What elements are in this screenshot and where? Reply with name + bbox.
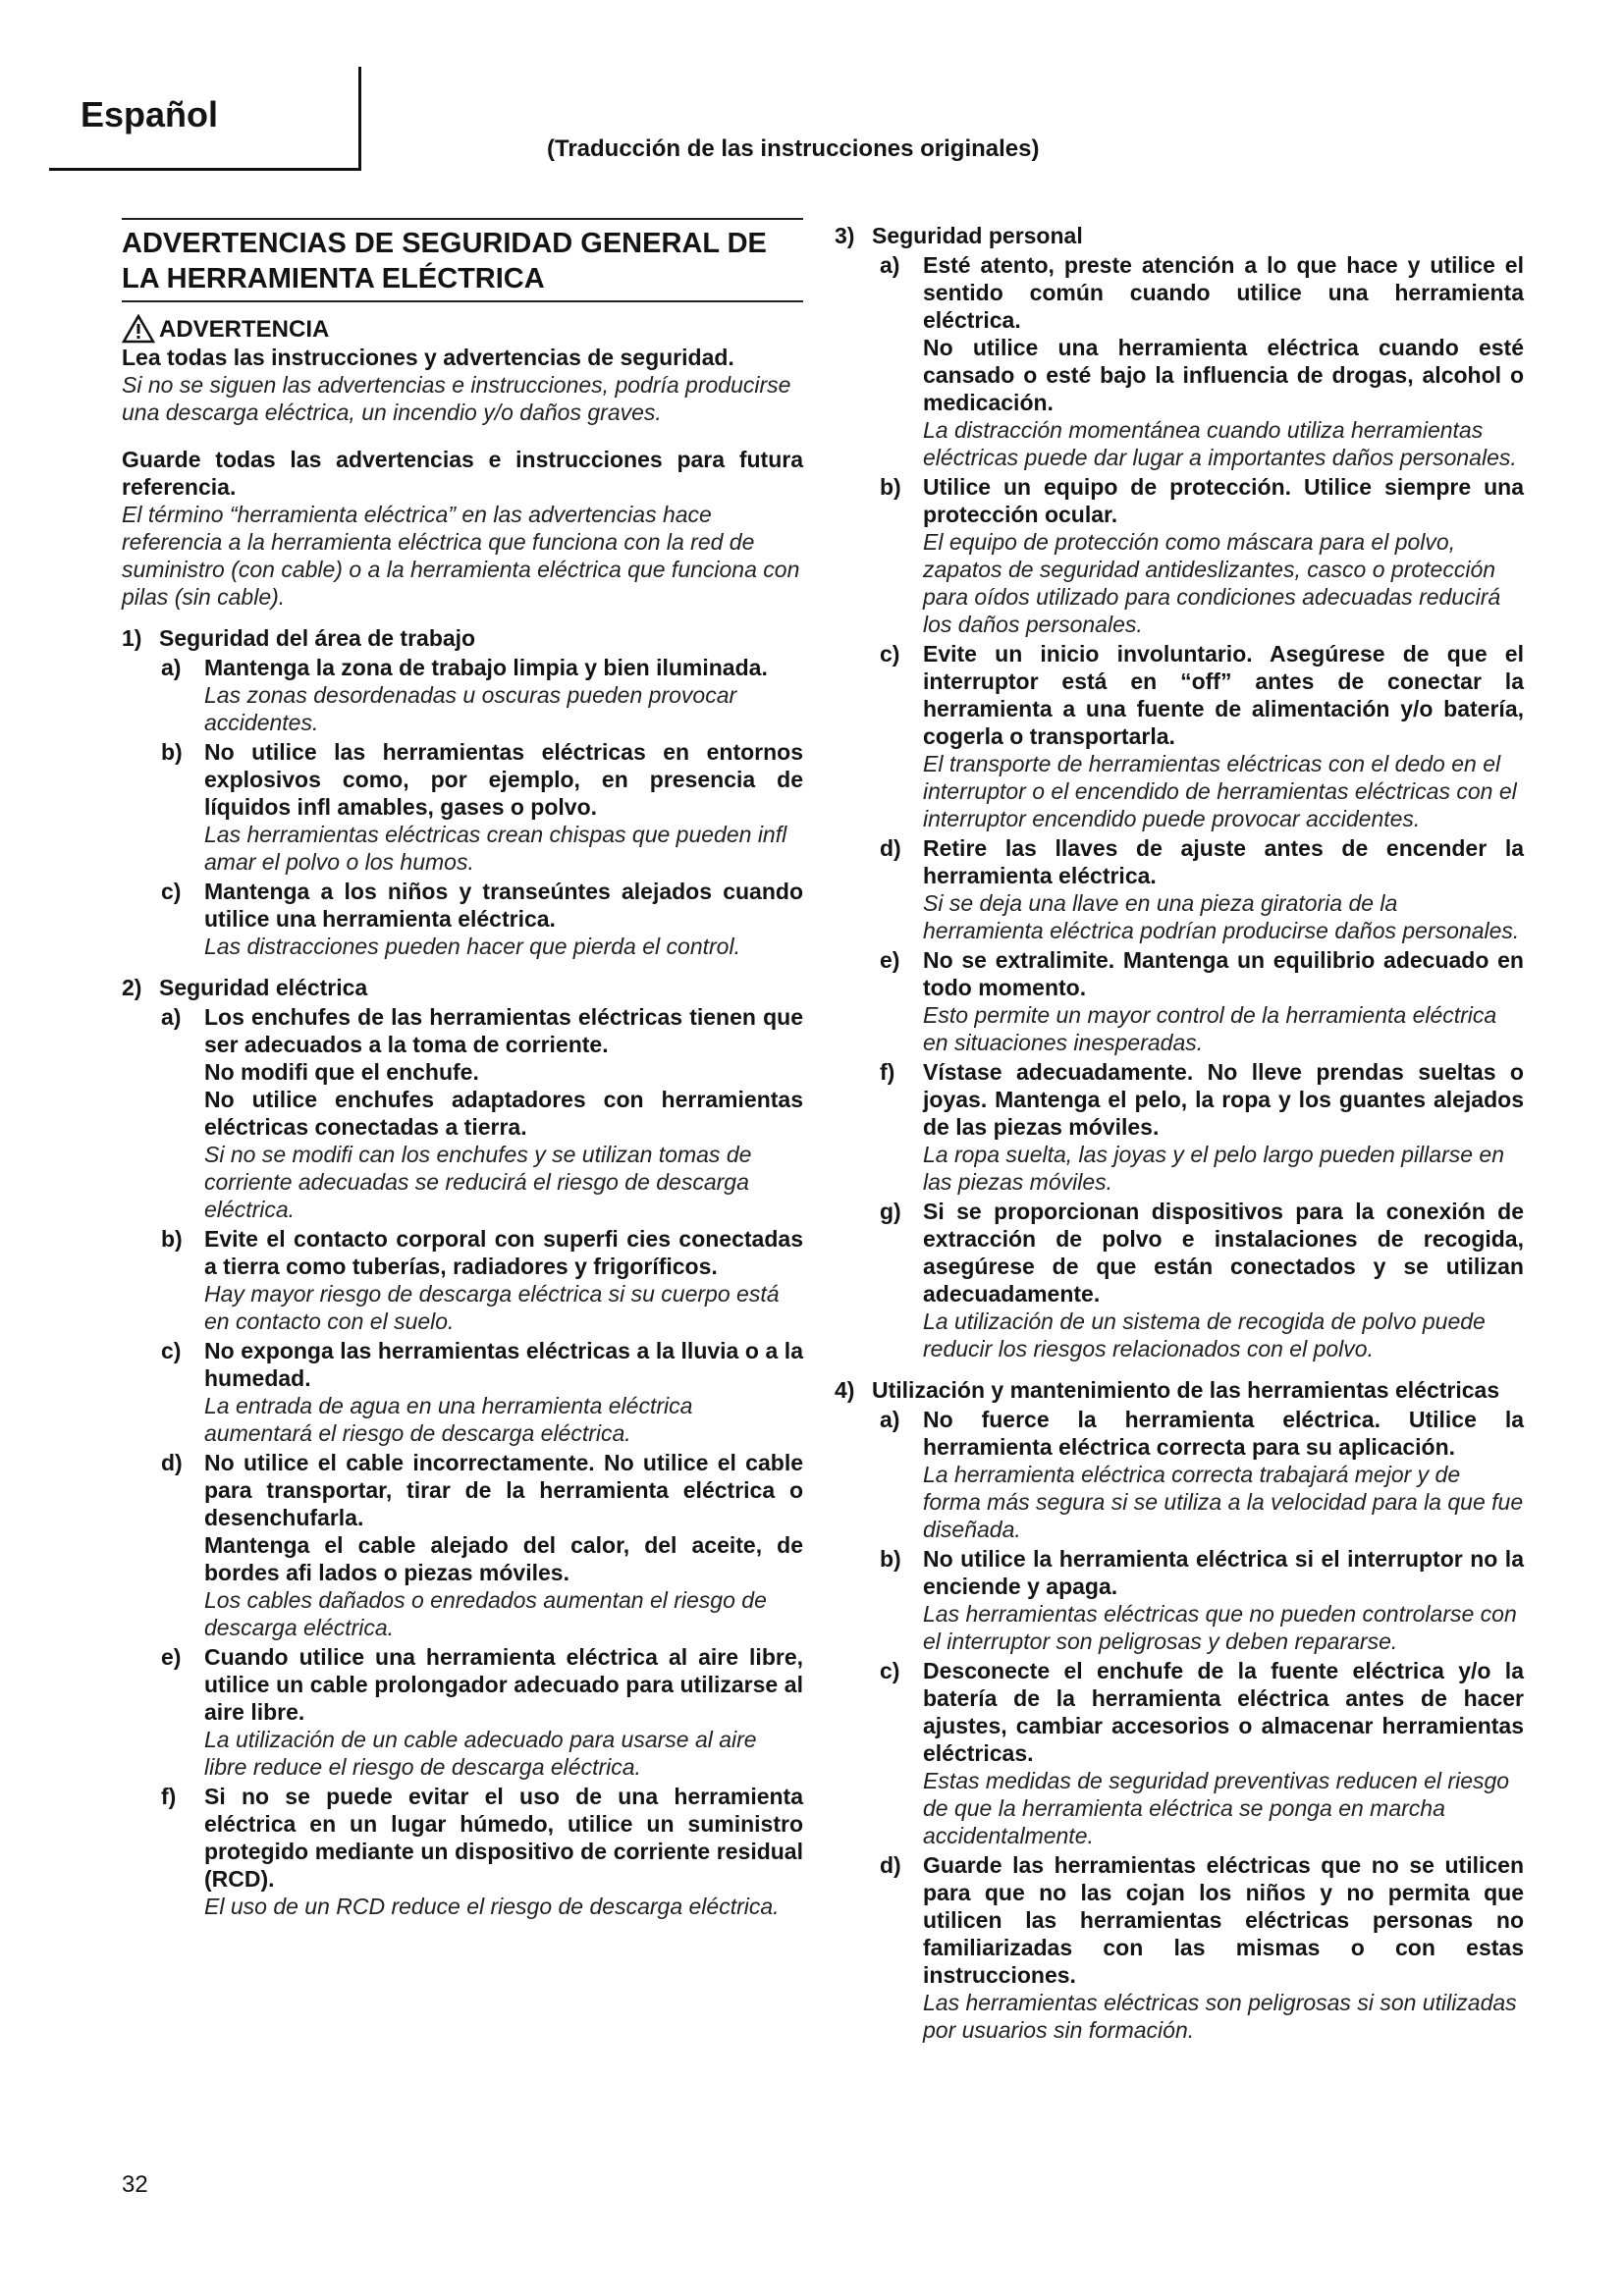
item-bold: No exponga las herramientas eléctricas a la lluvia o a la humedad.: [204, 1338, 803, 1391]
item-letter: a): [161, 1004, 182, 1030]
item-italic: Las herramientas eléctricas son peligrosas si son utilizadas por usuarios sin formación.: [923, 1990, 1517, 2043]
language-label: Español: [81, 94, 219, 134]
item-3d: [880, 834, 1524, 944]
item-italic: Si no se modifi can los enchufes y se utilizan tomas de corriente adecuadas se reducirá el riesgo de descarga eléctrica.: [204, 1142, 752, 1222]
item-italic: La entrada de agua en una herramienta eléctrica aumentará el riesgo de descarga eléctrica.: [204, 1393, 693, 1446]
item-4b: [880, 1545, 1524, 1655]
section-number: 1): [122, 625, 142, 651]
item-letter: d): [880, 1852, 901, 1878]
item-italic: El equipo de protección como máscara para el polvo, zapatos de seguridad antideslizantes, casco o protección para oídos utilizado para condiciones adecuadas reducirá los daños personales.: [923, 529, 1501, 637]
item-2a: [161, 1003, 803, 1223]
item-1b: [161, 738, 803, 876]
item-3g: [880, 1198, 1524, 1362]
keep-italic: El término “herramienta eléctrica” en las advertencias hace referencia a la herramienta eléctrica que funciona con la red de suministro (con cable) o a la herramienta eléctrica que funciona con pilas (sin cable).: [122, 502, 800, 610]
item-letter: f): [880, 1059, 895, 1085]
item-italic: La herramienta eléctrica correcta trabajará mejor y de forma más segura si se utiliza a la velocidad para la que fue diseñada.: [923, 1462, 1524, 1542]
item-bold: Vístase adecuadamente. No lleve prendas sueltas o joyas. Mantenga el pelo, la ropa y los guantes alejados de las piezas móviles.: [923, 1059, 1524, 1140]
item-letter: b): [161, 1226, 183, 1252]
item-italic: La ropa suelta, las joyas y el pelo largo pueden pillarse en las piezas móviles.: [923, 1142, 1504, 1195]
item-bold: No utilice una herramienta eléctrica cuando esté cansado o esté bajo la influencia de drogas, alcohol o medicación.: [923, 335, 1524, 415]
item-letter: c): [880, 641, 900, 667]
right-column: [835, 218, 1524, 2044]
item-1c: [161, 878, 803, 960]
item-italic: La utilización de un cable adecuado para usarse al aire libre reduce el riesgo de descarga eléctrica.: [204, 1727, 757, 1780]
item-italic: Las zonas desordenadas u oscuras pueden provocar accidentes.: [204, 682, 737, 735]
item-bold: Evite un inicio involuntario. Asegúrese de que el interruptor está en “off” antes de conectar la herramienta a una fuente de alimentación y/o batería, cogerla o transportarla.: [923, 641, 1524, 749]
section-number: 2): [122, 975, 142, 1000]
page-subtitle: (Traducción de las instrucciones originales): [547, 135, 1040, 162]
heading-rule-top: [122, 218, 803, 220]
item-bold: No utilice la herramienta eléctrica si el interruptor no la enciende y apaga.: [923, 1546, 1524, 1599]
item-italic: Los cables dañados o enredados aumentan el riesgo de descarga eléctrica.: [204, 1587, 767, 1640]
item-italic: Las herramientas eléctricas que no pueden controlarse con el interruptor son peligrosas y deben repararse.: [923, 1601, 1517, 1654]
section-title: Seguridad del área de trabajo: [159, 625, 476, 651]
item-3a: [880, 251, 1524, 471]
item-letter: e): [161, 1644, 182, 1670]
item-2f: [161, 1783, 803, 1920]
section-number: 4): [835, 1377, 855, 1403]
item-letter: e): [880, 947, 900, 973]
item-letter: a): [880, 1407, 900, 1432]
section-1: [122, 624, 803, 652]
item-letter: c): [161, 1338, 182, 1363]
item-bold: Mantenga la zona de trabajo limpia y bien iluminada.: [204, 655, 768, 680]
item-letter: b): [880, 474, 901, 500]
item-2b: [161, 1225, 803, 1335]
warning-label: ADVERTENCIA: [159, 316, 330, 343]
item-bold: No utilice las herramientas eléctricas en entornos explosivos como, por ejemplo, en presencia de líquidos infl amables, gases o polvo.: [204, 739, 803, 820]
item-bold: Mantenga a los niños y transeúntes alejados cuando utilice una herramienta eléctrica.: [204, 879, 803, 932]
item-bold: Guarde las herramientas eléctricas que no se utilicen para que no las cojan los niños y no permita que utilicen las herramientas eléctricas personas no familiarizadas con las mismas o con estas instrucciones.: [923, 1852, 1524, 1988]
item-letter: d): [880, 835, 901, 861]
item-italic: Hay mayor riesgo de descarga eléctrica si su cuerpo está en contacto con el suelo.: [204, 1281, 780, 1334]
item-italic: Si se deja una llave en una pieza giratoria de la herramienta eléctrica podrían producirse daños personales.: [923, 890, 1520, 943]
item-letter: a): [880, 252, 900, 278]
warning-italic: Si no se siguen las advertencias e instrucciones, podría producirse una descarga eléctrica, un incendio y/o daños graves.: [122, 372, 791, 425]
item-3f: [880, 1058, 1524, 1196]
section-4: [835, 1376, 1524, 1404]
item-bold: Evite el contacto corporal con superfi cies conectadas a tierra como tuberías, radiadores y frigoríficos.: [204, 1226, 803, 1279]
warning-triangle-icon: [122, 314, 155, 344]
item-letter: a): [161, 655, 182, 680]
item-italic: Estas medidas de seguridad preventivas reducen el riesgo de que la herramienta eléctrica se ponga en marcha accidentalmente.: [923, 1768, 1510, 1848]
item-4a: [880, 1406, 1524, 1543]
item-bold: No se extralimite. Mantenga un equilibrio adecuado en todo momento.: [923, 947, 1524, 1000]
item-letter: c): [880, 1658, 900, 1683]
section-2: [122, 974, 803, 1001]
item-bold: No utilice el cable incorrectamente. No utilice el cable para transportar, tirar de la herramienta eléctrica o desenchufarla.: [204, 1450, 803, 1530]
item-3c: [880, 640, 1524, 832]
item-bold: Los enchufes de las herramientas eléctricas tienen que ser adecuados a la toma de corriente.: [204, 1004, 803, 1057]
item-bold: No modifi que el enchufe.: [204, 1059, 479, 1085]
item-letter: f): [161, 1784, 177, 1809]
section-heading: ADVERTENCIAS DE SEGURIDAD GENERAL DE LA HERRAMIENTA ELÉCTRICA: [122, 228, 767, 294]
warning-header: [122, 314, 803, 344]
item-italic: La utilización de un sistema de recogida de polvo puede reducir los riesgos relacionados con el polvo.: [923, 1308, 1486, 1362]
item-2d: [161, 1449, 803, 1641]
section-title: Seguridad personal: [872, 223, 1083, 248]
left-column: [122, 218, 803, 1920]
item-bold: Si no se puede evitar el uso de una herramienta eléctrica en un lugar húmedo, utilice un suministro protegido mediante un dispositivo de corriente residual (RCD).: [204, 1784, 803, 1892]
item-3e: [880, 946, 1524, 1056]
item-4d: [880, 1851, 1524, 2044]
item-letter: c): [161, 879, 182, 904]
section-number: 3): [835, 223, 855, 248]
item-2e: [161, 1643, 803, 1781]
item-bold: Desconecte el enchufe de la fuente eléctrica y/o la batería de la herramienta eléctrica antes de hacer ajustes, cambiar accesorios o almacenar herramientas eléctricas.: [923, 1658, 1524, 1766]
item-letter: d): [161, 1450, 183, 1475]
item-4c: [880, 1657, 1524, 1849]
item-italic: Esto permite un mayor control de la herramienta eléctrica en situaciones inesperadas.: [923, 1002, 1497, 1055]
item-italic: El transporte de herramientas eléctricas con el dedo en el interruptor o el encendido de herramientas eléctricas con el interruptor encendido puede provocar accidentes.: [923, 751, 1517, 831]
item-italic: Las distracciones pueden hacer que pierda el control.: [204, 934, 740, 959]
section-title: Utilización y mantenimiento de las herramientas eléctricas: [872, 1377, 1500, 1403]
page-number: 32: [122, 2171, 148, 2198]
section-3: [835, 222, 1524, 249]
item-bold: No utilice enchufes adaptadores con herramientas eléctricas conectadas a tierra.: [204, 1087, 803, 1140]
item-bold: Esté atento, preste atención a lo que hace y utilice el sentido común cuando utilice una herramienta eléctrica.: [923, 252, 1524, 333]
item-bold: Cuando utilice una herramienta eléctrica al aire libre, utilice un cable prolongador adecuado para utilizarse al aire libre.: [204, 1644, 803, 1725]
item-italic: El uso de un RCD reduce el riesgo de descarga eléctrica.: [204, 1894, 780, 1919]
item-bold: Mantenga el cable alejado del calor, del aceite, de bordes afi lados o piezas móviles.: [204, 1532, 803, 1585]
item-letter: b): [880, 1546, 901, 1572]
item-bold: Retire las llaves de ajuste antes de encender la herramienta eléctrica.: [923, 835, 1524, 888]
section-title: Seguridad eléctrica: [159, 975, 368, 1000]
item-letter: g): [880, 1199, 901, 1224]
item-bold: No fuerce la herramienta eléctrica. Utilice la herramienta eléctrica correcta para su aplicación.: [923, 1407, 1524, 1460]
keep-bold: Guarde todas las advertencias e instrucciones para futura referencia.: [122, 447, 803, 500]
item-3b: [880, 473, 1524, 638]
item-1a: [161, 654, 803, 736]
item-italic: La distracción momentánea cuando utiliza herramientas eléctricas puede dar lugar a importantes daños personales.: [923, 417, 1517, 470]
warning-bold: Lea todas las instrucciones y advertencias de seguridad.: [122, 345, 734, 370]
item-bold: Si se proporcionan dispositivos para la conexión de extracción de polvo e instalaciones de recogida, asegúrese de que están conectados y se utilizan adecuadamente.: [923, 1199, 1524, 1307]
item-2c: [161, 1337, 803, 1447]
item-italic: Las herramientas eléctricas crean chispas que pueden infl amar el polvo o los humos.: [204, 822, 787, 875]
item-letter: b): [161, 739, 183, 765]
heading-rule-bottom: [122, 300, 803, 302]
item-bold: Utilice un equipo de protección. Utilice siempre una protección ocular.: [923, 474, 1524, 527]
